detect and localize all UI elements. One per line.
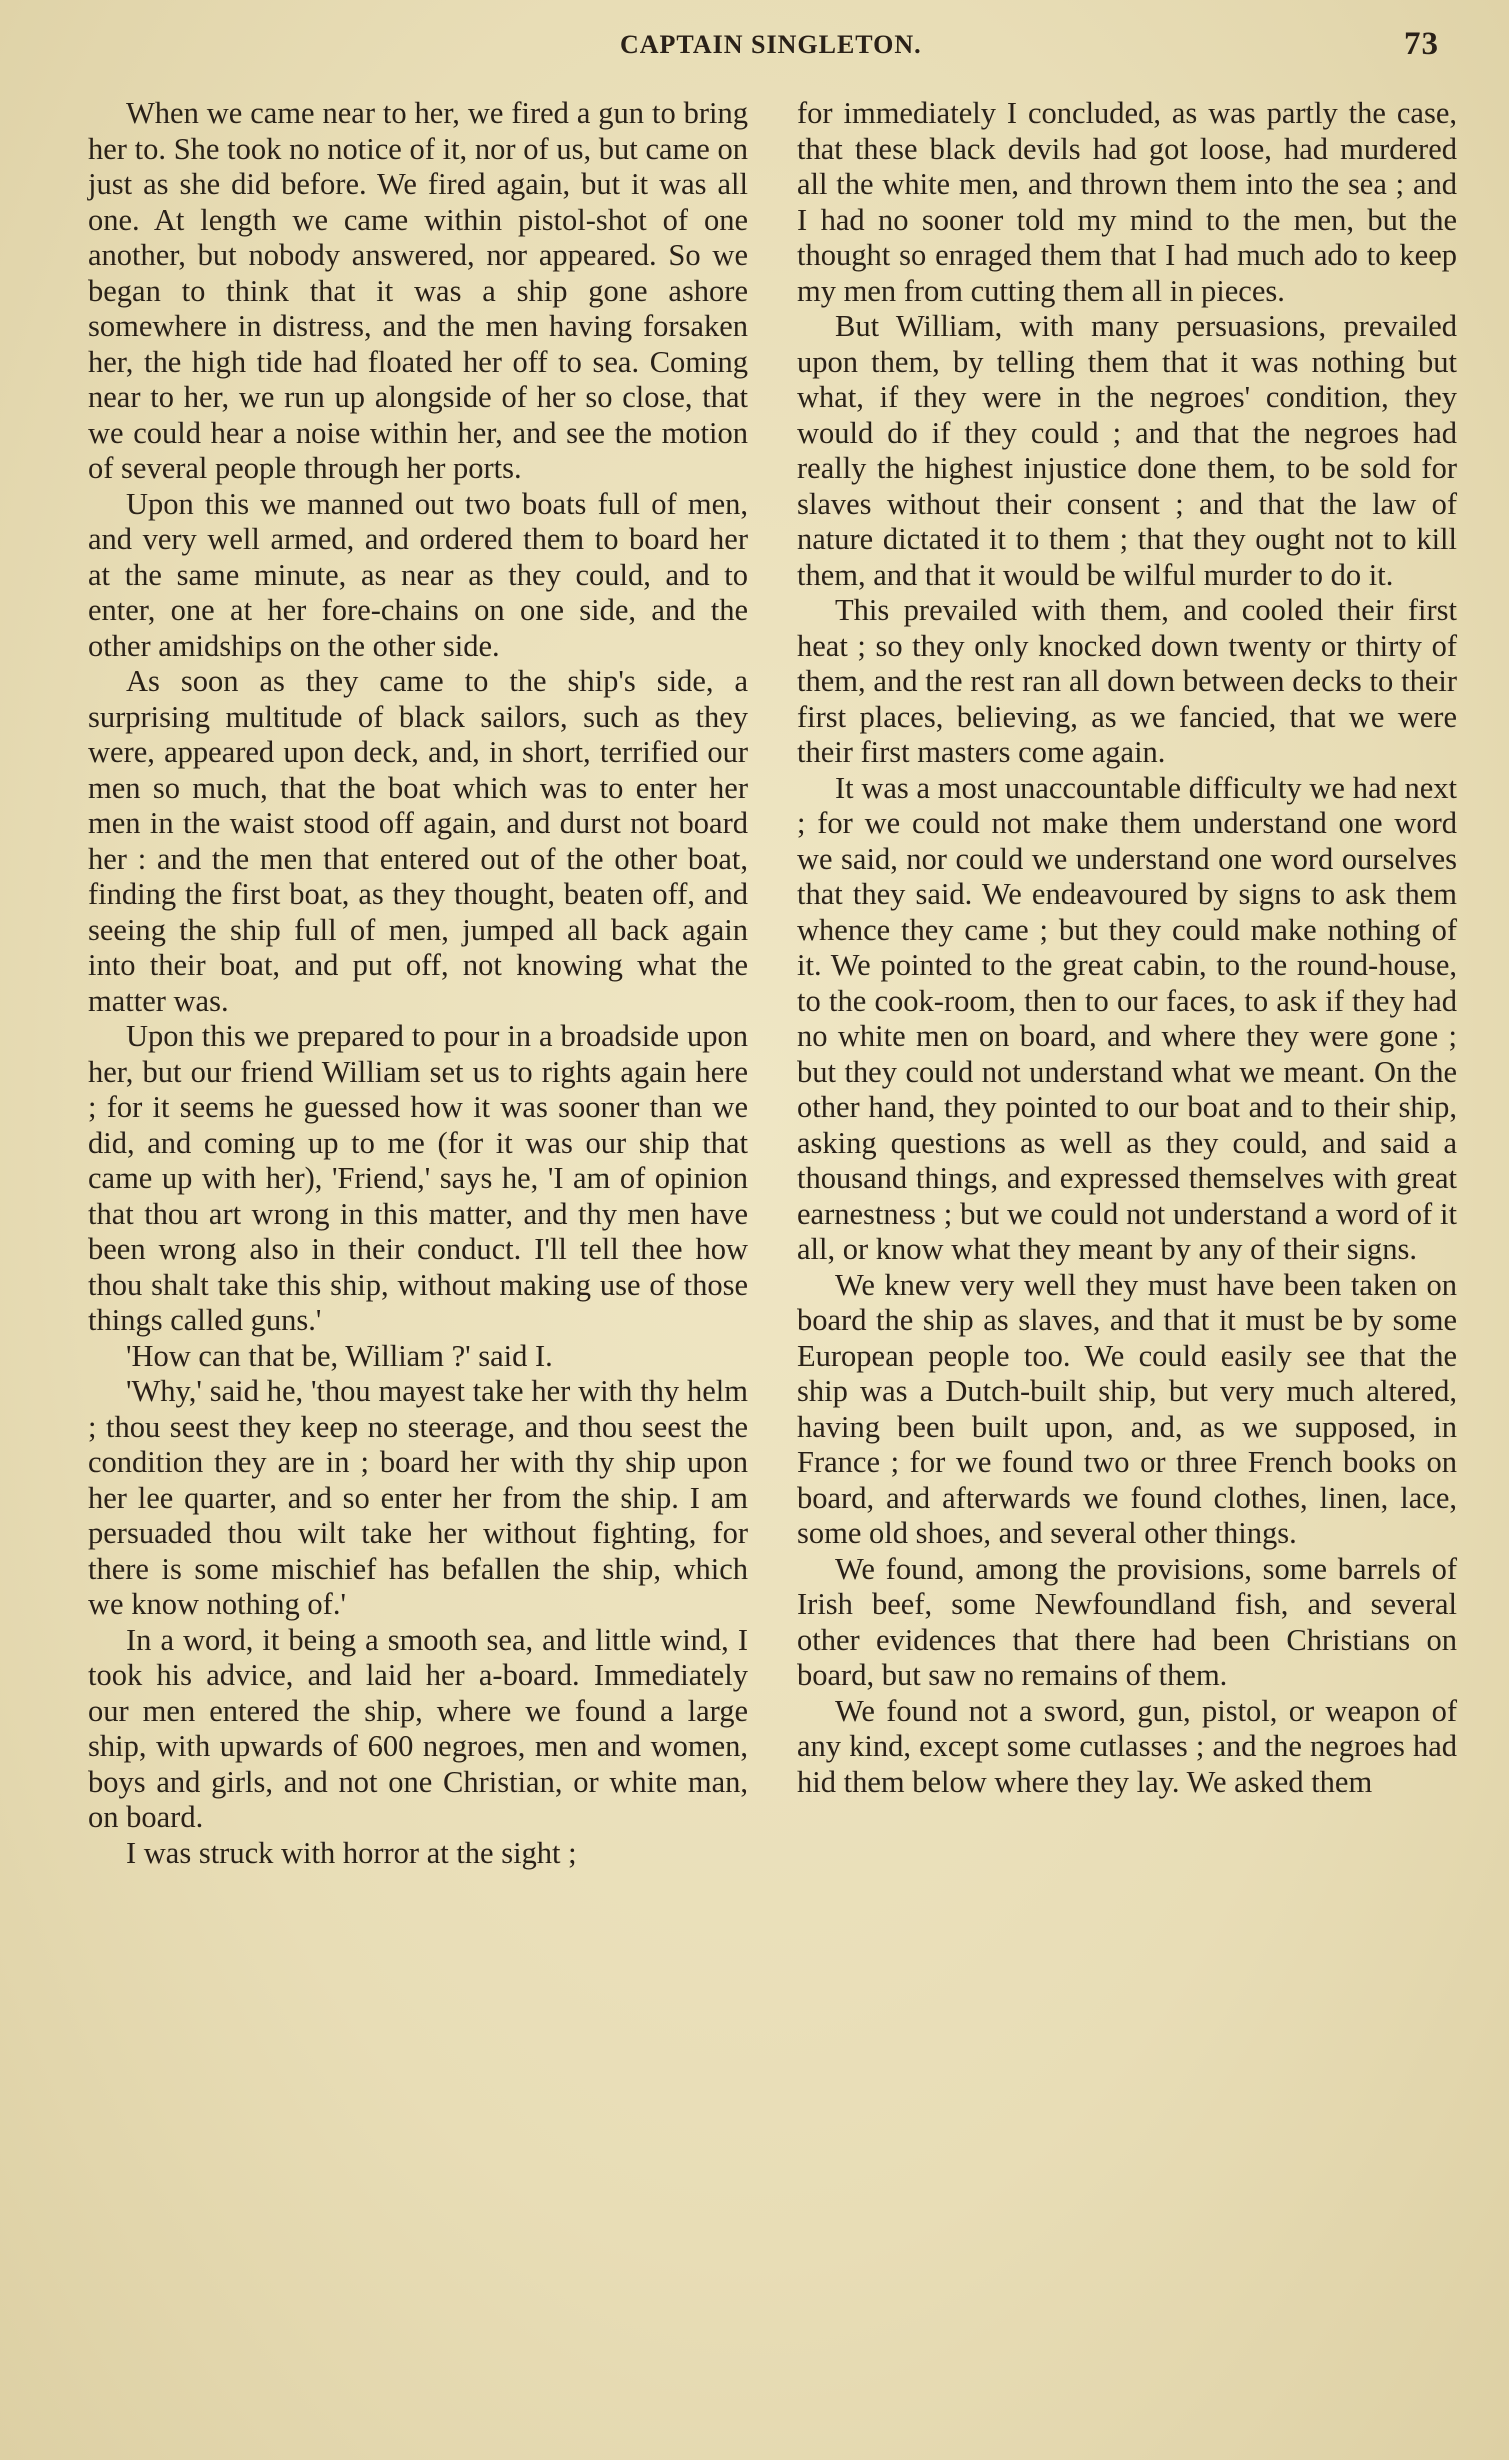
paragraph: But William, with many persuasions, prevailed upon them, by telling them that it was nothing but what, if they were in the negroes' condition, they would do if they could ; and that the negroes had really the highest injustice done them, to be sold for slaves without their consent ; and that the law of nature dictated it to them ; that they ought not to kill them, and that it would be wilful murder to do it. <box>797 309 1457 592</box>
page-header <box>620 26 1439 70</box>
paragraph: I was struck with horror at the sight ; <box>126 1835 577 1870</box>
right-text-column <box>797 96 1457 1800</box>
paragraph: 'How can that be, William ?' said I. <box>126 1338 553 1373</box>
paragraph: In a word, it being a smooth sea, and little wind, I took his advice, and laid her a-board. Immediately our men entered the ship, where we found a large ship, with upwards of 600 negroes, men and women, boys and girls, and not one Christian, or white man, on board. <box>88 1622 748 1834</box>
paragraph: We found not a sword, gun, pistol, or weapon of any kind, except some cutlasses ; and the negroes had hid them below where they lay. We asked them <box>797 1693 1457 1799</box>
paragraph: This prevailed with them, and cooled their first heat ; so they only knocked down twenty or thirty of them, and the rest ran all down between decks to their first places, believing, as we fancied, that we were their first masters come again. <box>797 593 1457 769</box>
left-text-column <box>88 96 748 1871</box>
running-title: CAPTAIN SINGLETON. <box>620 30 922 59</box>
paragraph: 'Why,' said he, 'thou mayest take her with thy helm ; thou seest they keep no steerage, and thou seest the condition they are in ; board her with thy ship upon her lee quarter, and so enter her from the ship. I am persuaded thou wilt take her without fighting, for there is some mischief has befallen the ship, which we know nothing of.' <box>88 1374 748 1621</box>
paragraph: We knew very well they must have been taken on board the ship as slaves, and that it must be by some European people too. We could easily see that the ship was a Dutch-built ship, but very much altered, having been built upon, and, as we supposed, in France ; for we found two or three French books on board, and afterwards we found clothes, linen, lace, some old shoes, and several other things. <box>797 1267 1457 1550</box>
page-number: 73 <box>1404 26 1439 62</box>
paragraph: Upon this we manned out two boats full of men, and very well armed, and ordered them to board her at the same minute, as near as they could, and to enter, one at her fore-chains on one side, and the other amidships on the other side. <box>88 486 748 663</box>
paragraph: Upon this we prepared to pour in a broadside upon her, but our friend William set us to rights again here ; for it seems he guessed how it was sooner than we did, and coming up to me (for it was our ship that came up with her), 'Friend,' says he, 'I am of opinion that thou art wrong in this matter, and thy men have been wrong also in their conduct. I'll tell thee how thou shalt take this ship, without making use of those things called guns.' <box>88 1019 748 1337</box>
paragraph: When we came near to her, we fired a gun to bring her to. She took no notice of it, nor of us, but came on just as she did before. We fired again, but it was all one. At length we came within pistol-shot of one another, but nobody answered, nor appeared. So we began to think that it was a ship gone ashore somewhere in distress, and the men having forsaken her, the high tide had floated her off to sea. Coming near to her, we run up alongside of her so close, that we could hear a noise within her, and see the motion of several people through her ports. <box>88 96 748 485</box>
paragraph: for immediately I concluded, as was partly the case, that these black devils had got loose, had murdered all the white men, and thrown them into the sea ; and I had no sooner told my mind to the men, but the thought so enraged them that I had much ado to keep my men from cutting them all in pieces. <box>797 96 1457 308</box>
paragraph: We found, among the provisions, some barrels of Irish beef, some Newfoundland fish, and several other evidences that there had been Christians on board, but saw no remains of them. <box>797 1551 1457 1692</box>
paragraph: As soon as they came to the ship's side, a surprising multitude of black sailors, such as they were, appeared upon deck, and, in short, terrified our men so much, that the boat which was to enter her men in the waist stood off again, and durst not board her : and the men that entered out of the other boat, finding the first boat, as they thought, beaten off, and seeing the ship full of men, jumped all back again into their boat, and put off, not knowing what the matter was. <box>88 664 748 1018</box>
paragraph: It was a most unaccountable difficulty we had next ; for we could not make them understand one word we said, nor could we understand one word ourselves that they said. We endeavoured by signs to ask them whence they came ; but they could make nothing of it. We pointed to the great cabin, to the round-house, to the cook-room, then to our faces, to ask if they had no white men on board, and where they were gone ; but they could not understand what we meant. On the other hand, they pointed to our boat and to their ship, asking questions as well as they could, and said a thousand things, and expressed themselves with great earnestness ; but we could not understand a word of it all, or know what they meant by any of their signs. <box>797 770 1457 1266</box>
